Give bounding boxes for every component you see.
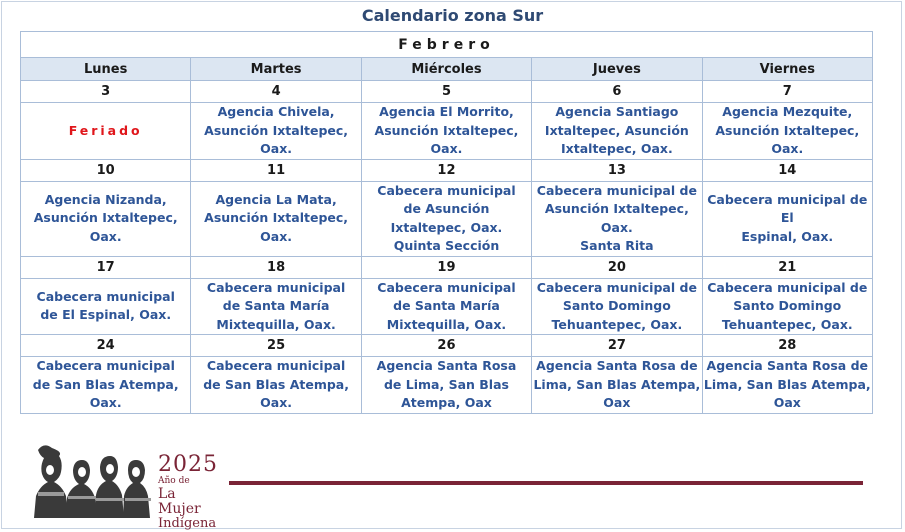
day-number: 4 <box>191 81 361 103</box>
event-line: Lima, San Blas Atempa, <box>703 376 871 392</box>
event-line: Cabecera municipal <box>206 358 346 374</box>
logo-line-4: Indígena <box>158 516 217 531</box>
day-number: 7 <box>702 81 872 103</box>
day-number: 11 <box>191 159 361 181</box>
event-cell <box>361 278 531 335</box>
event-line: Oax. <box>89 395 122 411</box>
event-cell <box>191 278 361 335</box>
event-cell <box>191 103 361 160</box>
event-line: Oax <box>603 395 631 411</box>
day-number: 21 <box>702 256 872 278</box>
day-number: 28 <box>702 335 872 357</box>
event-line: de Santa María <box>393 298 500 313</box>
event-line: Cabecera municipal <box>377 279 516 295</box>
indigenous-women-illustration <box>30 440 155 518</box>
event-line: Cabecera municipal <box>36 288 175 304</box>
footer-divider <box>229 481 863 485</box>
event-cell <box>532 181 702 256</box>
event-cell <box>361 103 531 160</box>
event-cell <box>21 357 191 414</box>
event-line: Agencia Mezquite, <box>722 104 853 119</box>
event-line: Cabecera municipal de <box>536 279 697 295</box>
holiday-label: Feriado <box>68 122 143 138</box>
event-cell <box>21 278 191 335</box>
event-line: Oax. <box>430 141 463 156</box>
weekday-header-thursday: Jueves <box>532 58 702 81</box>
event-cell <box>532 278 702 335</box>
event-line: Asunción Ixtaltepec, <box>33 210 178 226</box>
event-line: Atempa, Oax <box>401 395 492 411</box>
event-line: de San Blas Atempa, <box>203 376 349 392</box>
event-cell <box>191 357 361 414</box>
day-number: 3 <box>21 81 191 103</box>
event-line: Tehuantepec, Oax. <box>721 316 853 332</box>
holiday-cell <box>21 103 191 160</box>
event-line: Tehuantepec, Oax. <box>551 316 683 332</box>
event-line: Agencia Santa Rosa de <box>536 358 698 374</box>
event-line: Ixtaltepec, Oax. <box>561 141 673 156</box>
day-number: 25 <box>191 335 361 357</box>
weekday-header-monday: Lunes <box>21 58 191 81</box>
logo-line-3: La Mujer <box>158 486 201 517</box>
event-line: Asunción Ixtaltepec, <box>204 122 349 138</box>
event-line: Cabecera municipal de <box>707 279 868 295</box>
event-line: Santo Domingo <box>562 298 671 313</box>
event-line: de Lima, San Blas <box>383 376 509 392</box>
event-line: Oax. <box>600 219 633 235</box>
event-line: Agencia El Morrito, <box>379 104 514 119</box>
event-line: Agencia Santa Rosa <box>376 358 517 374</box>
event-line: Cabecera municipal de <box>536 182 697 198</box>
event-line: Agencia Chivela, <box>217 104 335 119</box>
event-line: de Asunción <box>403 201 490 216</box>
event-cell <box>532 357 702 414</box>
event-line: Mixtequilla, Oax. <box>386 316 507 332</box>
day-number: 18 <box>191 256 361 278</box>
event-cell <box>361 181 531 256</box>
event-cell <box>532 103 702 160</box>
day-number: 17 <box>21 256 191 278</box>
event-line: de El Espinal, Oax. <box>40 307 172 323</box>
event-line: Asunción Ixtaltepec, Oax. <box>715 122 860 156</box>
day-number: 6 <box>532 81 702 103</box>
day-number: 13 <box>532 159 702 181</box>
event-line: Oax. <box>260 141 293 156</box>
weekday-header-friday: Viernes <box>702 58 872 81</box>
event-line: Agencia La Mata, <box>215 191 337 207</box>
event-line: Asunción Ixtaltepec, <box>544 201 689 216</box>
day-number: 19 <box>361 256 531 278</box>
day-number: 12 <box>361 159 531 181</box>
day-number: 24 <box>21 335 191 357</box>
month-header: Febrero <box>21 32 873 58</box>
event-line: Santa Rita <box>580 238 654 253</box>
calendar-table <box>20 31 873 414</box>
event-cell <box>361 357 531 414</box>
event-line: Asunción Ixtaltepec, <box>374 122 519 138</box>
event-line: Santo Domingo <box>733 298 842 313</box>
event-line: de San Blas Atempa, <box>32 376 179 392</box>
day-number: 20 <box>532 256 702 278</box>
year-logo <box>30 440 220 531</box>
weekday-header-tuesday: Martes <box>191 58 361 81</box>
event-line: Lima, San Blas Atempa, <box>533 376 701 392</box>
event-line: Cabecera municipal de El <box>707 191 868 226</box>
day-number: 27 <box>532 335 702 357</box>
event-line: Quinta Sección <box>393 238 500 253</box>
event-line: Asunción Ixtaltepec, <box>204 210 349 226</box>
event-line: de Santa María <box>222 298 330 313</box>
event-cell <box>702 103 872 160</box>
event-line: Oax. <box>89 228 122 244</box>
day-number: 10 <box>21 159 191 181</box>
event-cell <box>702 357 872 414</box>
event-cell <box>191 181 361 256</box>
event-line: Oax <box>773 395 801 411</box>
weekday-header-wednesday: Miércoles <box>361 58 531 81</box>
event-line: Cabecera municipal <box>36 358 175 374</box>
event-line: Cabecera municipal <box>377 182 516 198</box>
logo-line-2: Año de <box>158 476 190 486</box>
event-line: Espinal, Oax. <box>741 228 834 244</box>
event-line: Cabecera municipal <box>206 279 346 295</box>
event-line: Agencia Santa Rosa de <box>706 358 868 374</box>
event-line: Oax. <box>260 395 293 411</box>
event-cell <box>21 181 191 256</box>
page-title: Calendario zona Sur <box>361 6 544 25</box>
event-line: Ixtaltepec, Oax. <box>390 219 503 235</box>
event-line: Mixtequilla, Oax. <box>216 316 336 332</box>
day-number: 5 <box>361 81 531 103</box>
day-number: 14 <box>702 159 872 181</box>
event-line: Oax. <box>260 228 293 244</box>
event-line: Agencia Nizanda, <box>44 191 167 207</box>
event-line: Ixtaltepec, Asunción <box>544 122 689 138</box>
event-cell <box>702 278 872 335</box>
event-cell <box>702 181 872 256</box>
logo-text <box>158 454 220 531</box>
day-number: 26 <box>361 335 531 357</box>
logo-year: 2025 <box>158 452 218 477</box>
event-line: Agencia Santiago <box>555 104 679 119</box>
